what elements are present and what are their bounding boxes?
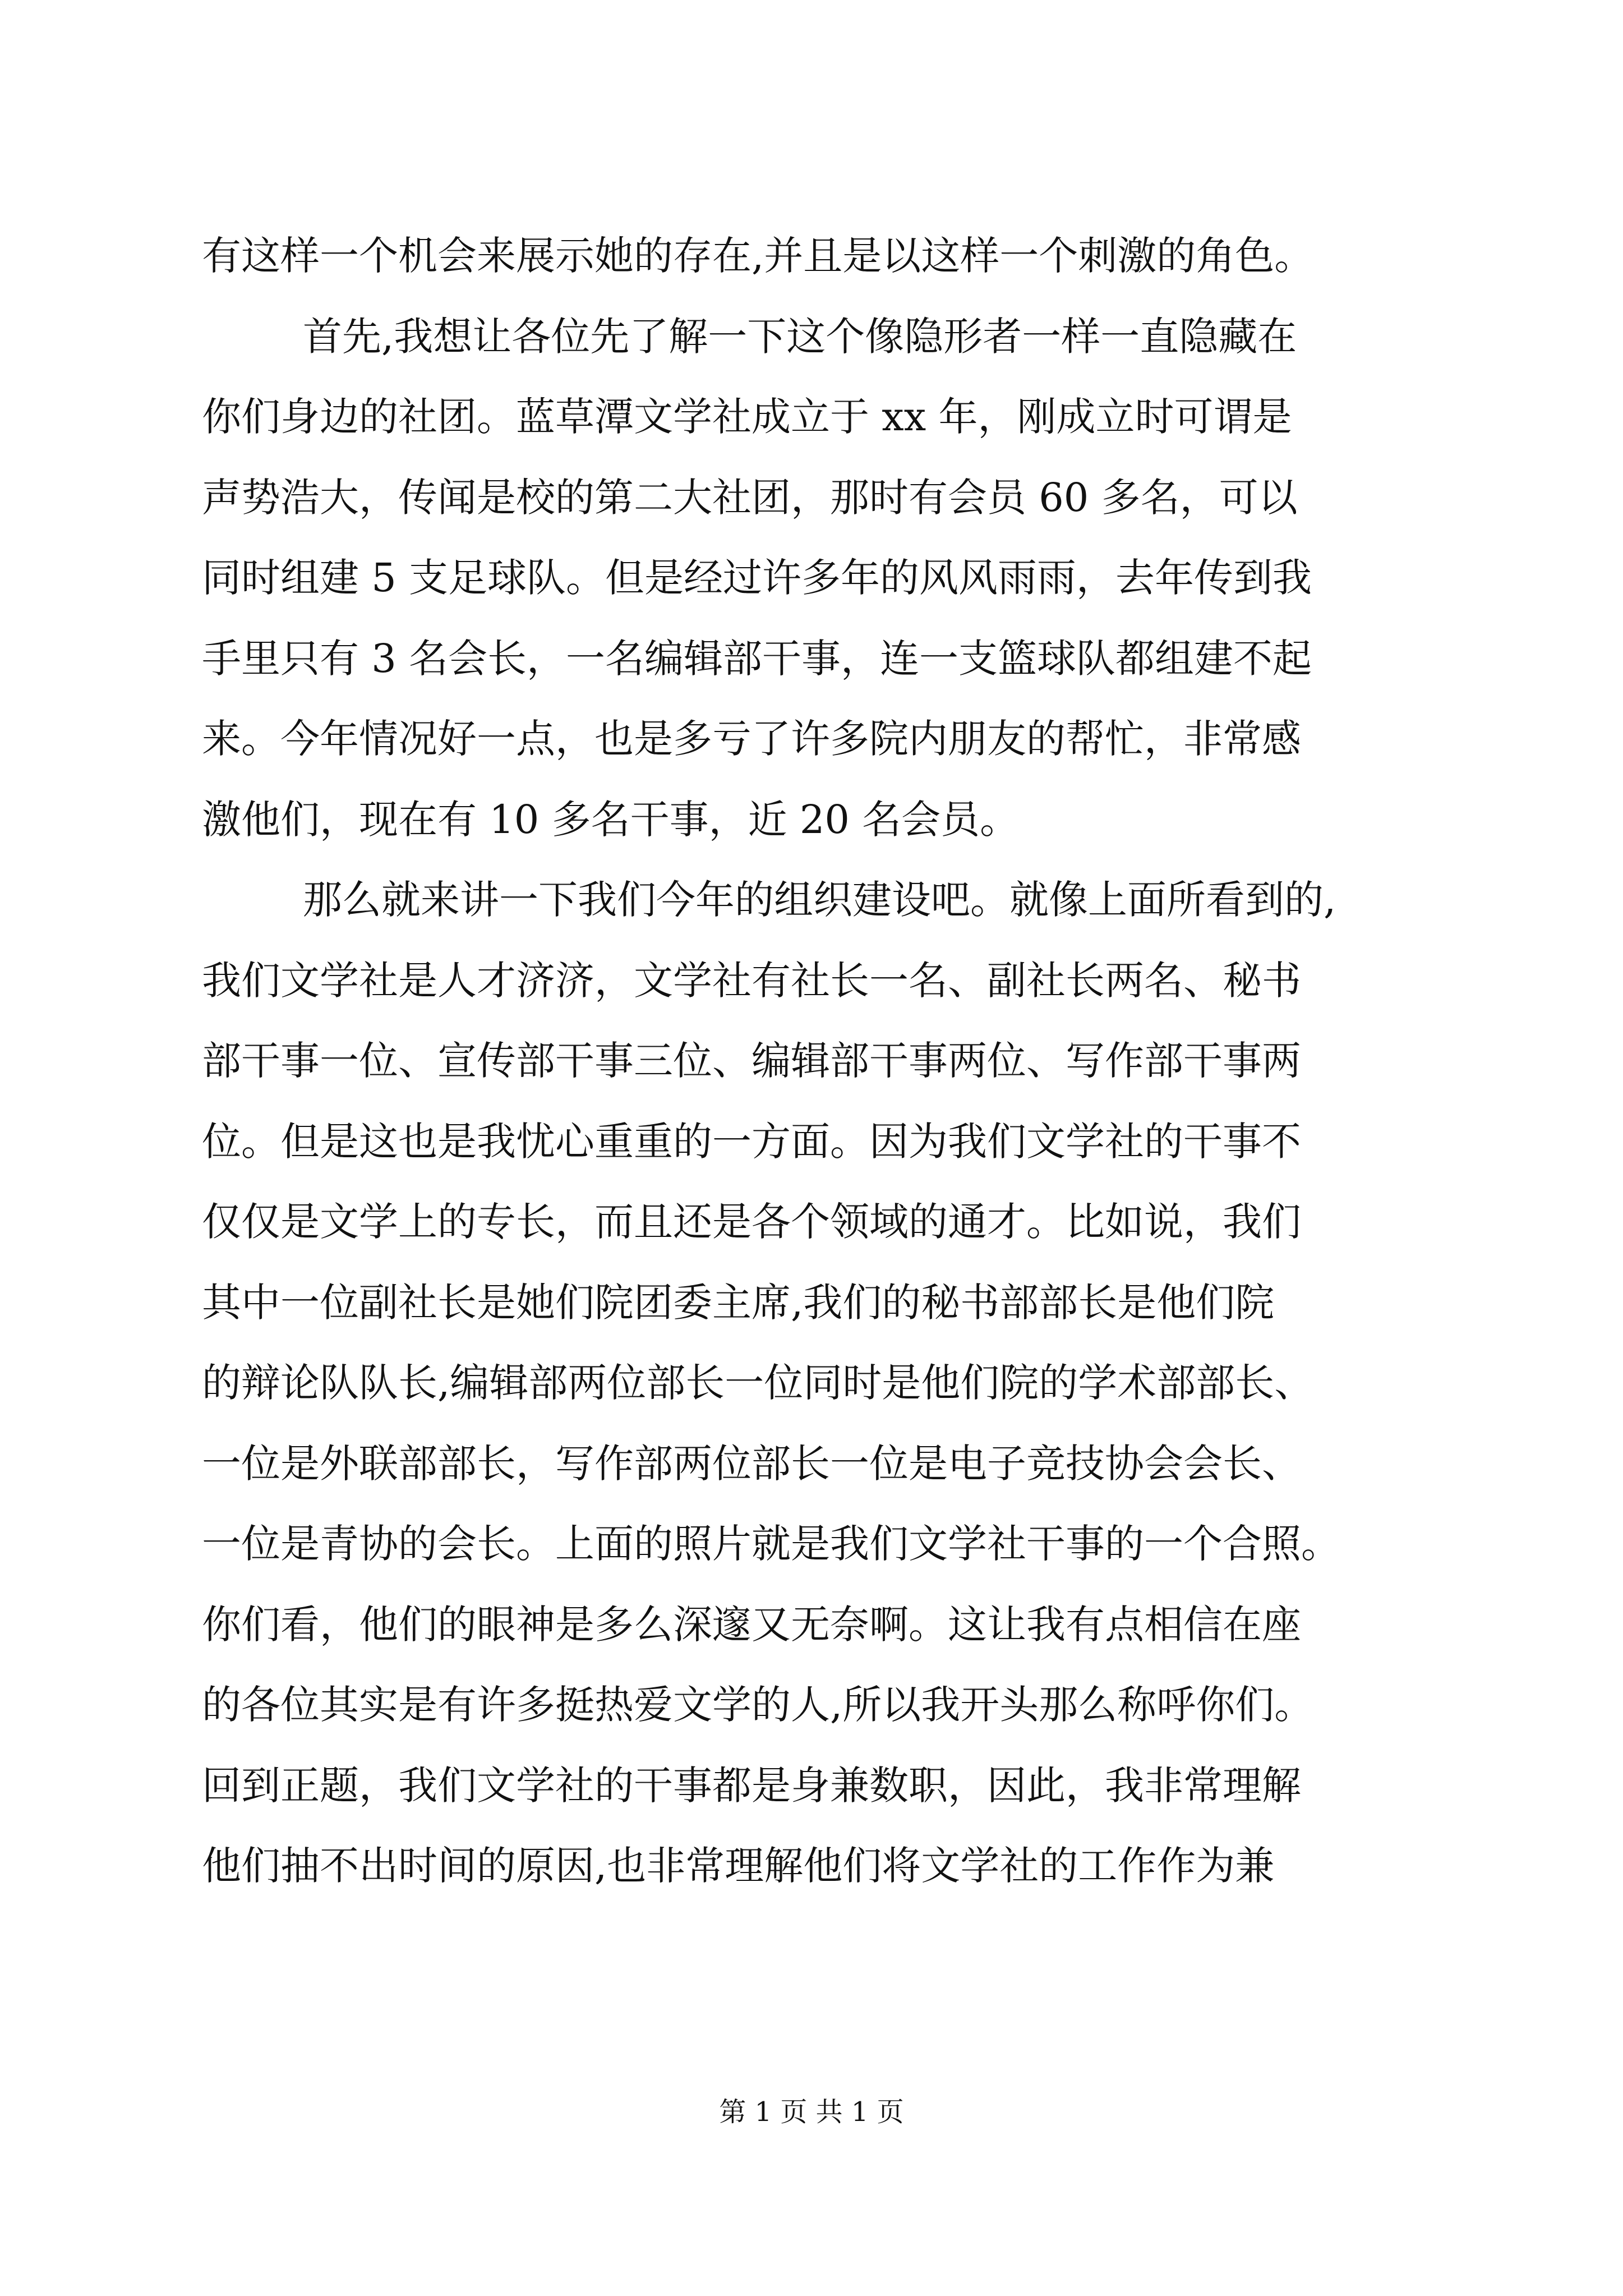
text-line: 有这样一个机会来展示她的存在,并且是以这样一个刺激的角色。 (202, 233, 1314, 279)
page-footer (0, 2095, 1623, 2129)
text-line: 激他们，现在有 10 多名干事，近 20 名会员。 (202, 796, 1020, 843)
text-line: 一位是青协的会长。上面的照片就是我们文学社干事的一个合照。 (202, 1521, 1340, 1567)
text-line: 其中一位副社长是她们院团委主席,我们的秘书部部长是他们院 (202, 1279, 1275, 1326)
text-line: 部干事一位、宣传部干事三位、编辑部干事两位、写作部干事两 (202, 1038, 1301, 1084)
text-line: 你们身边的社团。蓝草潭文学社成立于 xx 年，刚成立时可谓是 (202, 394, 1292, 440)
text-line: 一位是外联部部长，写作部两位部长一位是电子竞技协会会长、 (202, 1440, 1301, 1487)
text-line: 你们看，他们的眼神是多么深邃又无奈啊。这让我有点相信在座 (202, 1601, 1301, 1648)
text-line: 我们文学社是人才济济，文学社有社长一名、副社长两名、秘书 (202, 957, 1301, 1004)
text-line: 他们抽不出时间的原因,也非常理解他们将文学社的工作作为兼 (202, 1843, 1275, 1889)
text-line: 回到正题，我们文学社的干事都是身兼数职，因此，我非常理解 (202, 1762, 1301, 1809)
paragraph-start-line: 那么就来讲一下我们今年的组织建设吧。就像上面所看到的, (303, 877, 1336, 923)
text-line: 的辩论队队长,编辑部两位部长一位同时是他们院的学术部部长、 (202, 1360, 1314, 1406)
text-line: 来。今年情况好一点，也是多亏了许多院内朋友的帮忙，非常感 (202, 716, 1301, 762)
text-line: 仅仅是文学上的专长，而且还是各个领域的通才。比如说，我们 (202, 1199, 1301, 1245)
document-body (202, 216, 1436, 1907)
page-number: 第 1 页 共 1 页 (719, 2096, 904, 2128)
text-line: 位。但是这也是我忧心重重的一方面。因为我们文学社的干事不 (202, 1118, 1301, 1165)
text-line: 的各位其实是有许多挺热爱文学的人,所以我开头那么称呼你们。 (202, 1682, 1314, 1728)
paragraph-start-line: 首先,我想让各位先了解一下这个像隐形者一样一直隐藏在 (303, 313, 1297, 360)
text-line: 同时组建 5 支足球队。但是经过许多年的风风雨雨，去年传到我 (202, 555, 1312, 601)
text-line: 声势浩大，传闻是校的第二大社团，那时有会员 60 多名，可以 (202, 474, 1298, 521)
text-line: 手里只有 3 名会长，一名编辑部干事，连一支篮球队都组建不起 (202, 635, 1312, 682)
